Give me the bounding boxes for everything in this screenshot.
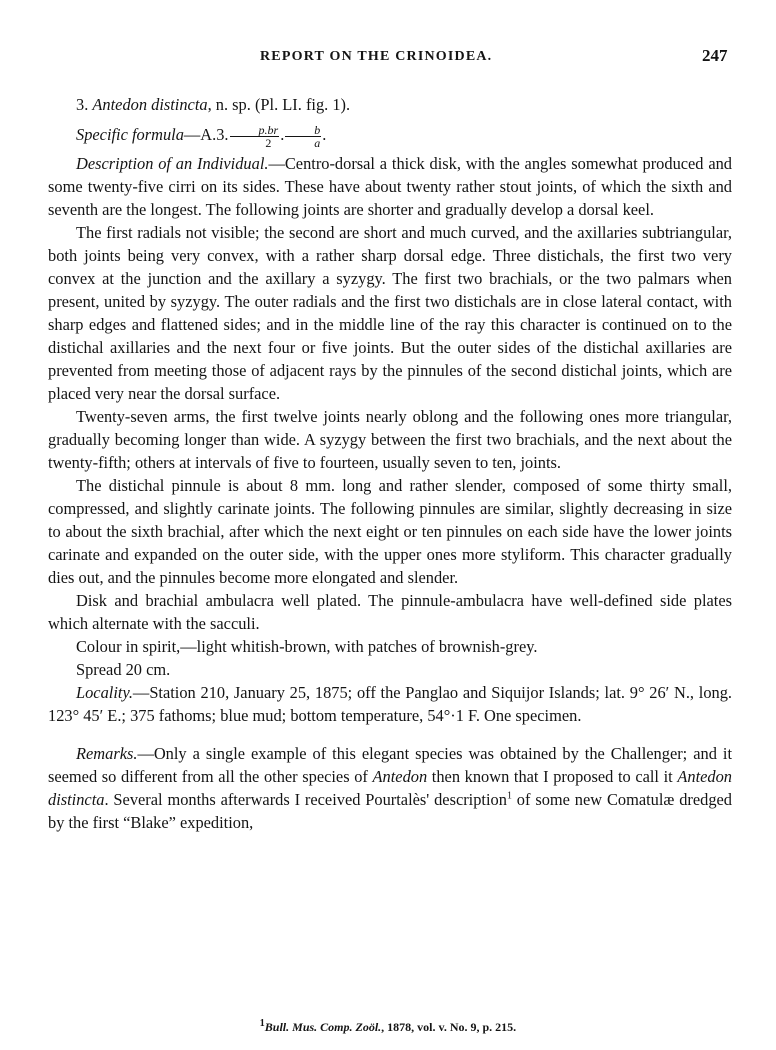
body-text	[48, 93, 732, 834]
footnote-mark: 1	[259, 1018, 265, 1029]
remarks-text-1: —Only a single example of this elegant species was obtained by the Challenger; and it seemed so different from all the other species of	[48, 744, 732, 786]
formula-end: .	[322, 125, 327, 144]
footnote-rest: , 1878, vol. v. No. 9, p. 215.	[381, 1020, 517, 1034]
remarks-label: Remarks.	[76, 744, 138, 763]
species-number: 3.	[76, 95, 89, 114]
fraction-1-denominator: 2	[265, 135, 272, 150]
remarks-species-name: Antedon distincta	[48, 767, 732, 809]
formula-fraction-1	[230, 124, 280, 149]
formula-separator: .	[280, 125, 285, 144]
formula-label: Specific formula	[76, 125, 184, 144]
footnote	[0, 1020, 776, 1035]
remarks-text-4: of some new Comatulæ dredged by the first “Blake” expedition,	[48, 790, 732, 832]
paragraph-pinnules: The distichal pinnule is about 8 mm. long and rather slender, composed of some thirty small, compressed, and slightly carinate joints. The following pinnules are similar, slightly decreasing in size to about the sixth brachial, after which the next eight or ten pinnules on each side have the lower joints carinate and expanded on the outer side, with the upper ones more styliform. This character gradually dies out, and the pinnules become more elongated and slender.	[48, 476, 732, 587]
fraction-1-numerator: p.br	[230, 124, 280, 137]
species-title-rest: , n. sp. (Pl. LI. fig. 1).	[207, 95, 351, 114]
remarks-text-3: . Several months afterwards I received Pourtalès' description	[104, 790, 507, 809]
paragraph-arms: Twenty-seven arms, the first twelve joints nearly oblong and the following ones more triangular, gradually becoming longer than wide. A syzygy between the first two brachials, and the next about the twenty-fifth; others at intervals of five to fourteen, usually seven to ten, joints.	[48, 407, 732, 472]
paragraph-radials: The first radials not visible; the second are short and much curved, and the axillaries subtriangular, both joints being very convex, with a rather sharp dorsal edge. Three distichals, the first two very convex at the junction and the axillary a syzygy. The first two brachials, or the two palmars when present, united by syzygy. The outer radials and the first two distichals are in close lateral contact, with sharp edges and flattened sides; and in the middle line of the ray this character is continued on to the distichal axillaries and the next four or five joints. But the outer sides of the distichal axillaries are prevented from meeting those of adjacent rays by the pinnules of the second distichal joints, which are placed very near the dorsal surface.	[48, 223, 732, 403]
formula-prefix: —A.3.	[183, 125, 229, 144]
locality-text: —Station 210, January 25, 1875; off the Panglao and Siquijor Islands; lat. 9° 26′ N., long. 123° 45′ E.; 375 fathoms; blue mud; bottom temperature, 54°·1 F. One specimen.	[48, 683, 732, 725]
species-name: Antedon distincta	[92, 95, 208, 114]
remarks-paragraph	[48, 742, 732, 834]
formula-fraction-2	[285, 124, 321, 149]
paragraph-colour: Colour in spirit,—light whitish-brown, with patches of brownish-grey.	[76, 637, 538, 656]
description-text: —Centro-dorsal a thick disk, with the angles somewhat produced and some twenty-five cirri on its sides. These have about twenty rather stout joints, of which the sixth and seventh are the longest. The following joints are shorter and gradually develop a dorsal keel.	[48, 154, 732, 219]
paragraph-disk: Disk and brachial ambulacra well plated. The pinnule-ambulacra have well-defined side plates which alternate with the sacculi.	[48, 591, 732, 633]
fraction-2-denominator: a	[314, 135, 321, 150]
remarks-genus: Antedon	[372, 767, 428, 786]
paragraph-spread: Spread 20 cm.	[76, 660, 171, 679]
description-paragraph	[48, 152, 732, 221]
page-number: 247	[702, 46, 728, 65]
remarks-text-2: then known that I proposed to call it	[427, 767, 678, 786]
fraction-2-numerator: b	[285, 124, 321, 137]
page-header	[0, 45, 776, 69]
footnote-journal: Bull. Mus. Comp. Zoöl.	[264, 1020, 382, 1034]
running-head: REPORT ON THE CRINOIDEA.	[260, 49, 493, 64]
specific-formula	[48, 120, 732, 150]
locality-paragraph	[48, 681, 732, 727]
locality-label: Locality.	[76, 683, 133, 702]
footnote-reference: 1	[506, 790, 512, 802]
description-heading: Description of an Individual.	[76, 154, 269, 173]
species-title	[48, 93, 732, 116]
